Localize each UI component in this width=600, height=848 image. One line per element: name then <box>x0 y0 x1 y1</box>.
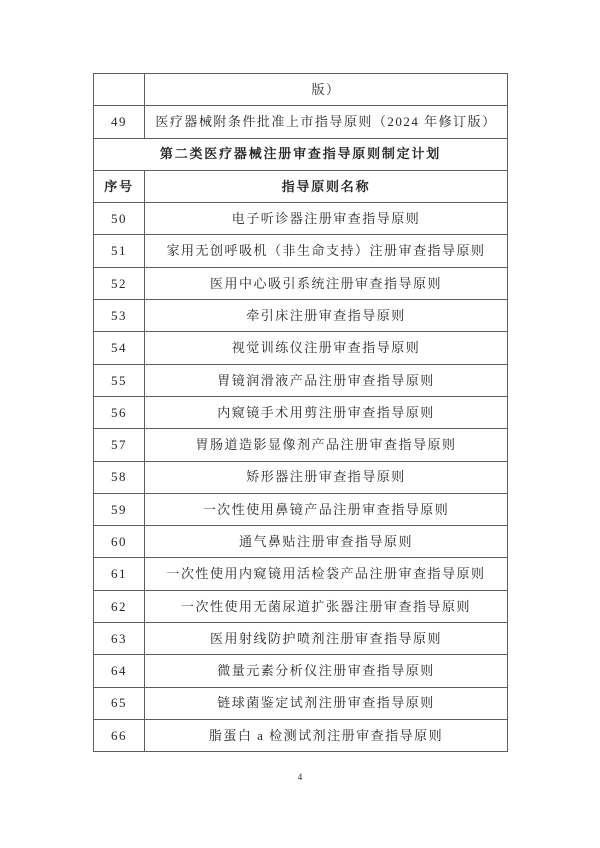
table-row-carryover <box>94 74 508 106</box>
table-row <box>94 590 508 622</box>
table-row <box>94 623 508 655</box>
row-index-cell: 63 <box>94 623 145 655</box>
table-row <box>94 364 508 396</box>
row-index-cell: 58 <box>94 461 145 493</box>
table-row <box>94 235 508 267</box>
table-row <box>94 493 508 525</box>
row-name-cell: 医用射线防护喷剂注册审查指导原则 <box>145 623 508 655</box>
table-row <box>94 558 508 590</box>
row-index-cell: 56 <box>94 396 145 428</box>
row-index-cell: 61 <box>94 558 145 590</box>
page-number: 4 <box>297 772 303 782</box>
row-name-cell: 通气鼻贴注册审查指导原则 <box>145 526 508 558</box>
row-index-cell: 50 <box>94 203 145 235</box>
row-index-cell: 66 <box>94 719 145 751</box>
table-column-header-row <box>94 170 508 202</box>
table-row <box>94 203 508 235</box>
row-name-cell: 视觉训练仪注册审查指导原则 <box>145 332 508 364</box>
row-name-cell: 电子听诊器注册审查指导原则 <box>145 203 508 235</box>
row-index-cell: 51 <box>94 235 145 267</box>
column-header-index: 序号 <box>94 170 145 202</box>
row-index-cell: 64 <box>94 655 145 687</box>
row-name-cell: 链球菌鉴定试剂注册审查指导原则 <box>145 687 508 719</box>
row-index-cell: 52 <box>94 267 145 299</box>
table-row <box>94 267 508 299</box>
table-row <box>94 655 508 687</box>
row-name-cell: 一次性使用内窥镜用活检袋产品注册审查指导原则 <box>145 558 508 590</box>
table-row <box>94 429 508 461</box>
row-index-cell: 65 <box>94 687 145 719</box>
row-name-cell: 家用无创呼吸机（非生命支持）注册审查指导原则 <box>145 235 508 267</box>
table-row <box>94 687 508 719</box>
row-index-cell: 62 <box>94 590 145 622</box>
row-index-cell: 53 <box>94 300 145 332</box>
row-name-cell: 版） <box>145 74 508 106</box>
row-name-cell: 牵引床注册审查指导原则 <box>145 300 508 332</box>
table-row <box>94 300 508 332</box>
table-row <box>94 461 508 493</box>
column-header-name: 指导原则名称 <box>145 170 508 202</box>
row-index-cell: 49 <box>94 106 145 138</box>
row-name-cell: 胃肠道造影显像剂产品注册审查指导原则 <box>145 429 508 461</box>
table-row <box>94 332 508 364</box>
row-index-cell: 54 <box>94 332 145 364</box>
row-name-cell: 内窥镜手术用剪注册审查指导原则 <box>145 396 508 428</box>
row-name-cell: 一次性使用鼻镜产品注册审查指导原则 <box>145 493 508 525</box>
row-name-cell: 医疗器械附条件批准上市指导原则（2024 年修订版） <box>145 106 508 138</box>
row-name-cell: 微量元素分析仪注册审查指导原则 <box>145 655 508 687</box>
row-index-cell <box>94 74 145 106</box>
row-name-cell: 矫形器注册审查指导原则 <box>145 461 508 493</box>
row-index-cell: 57 <box>94 429 145 461</box>
table-row <box>94 106 508 138</box>
row-name-cell: 胃镜润滑液产品注册审查指导原则 <box>145 364 508 396</box>
guidance-principles-table <box>93 73 508 752</box>
table-row <box>94 526 508 558</box>
row-name-cell: 脂蛋白 a 检测试剂注册审查指导原则 <box>145 719 508 751</box>
row-name-cell: 医用中心吸引系统注册审查指导原则 <box>145 267 508 299</box>
row-index-cell: 59 <box>94 493 145 525</box>
row-name-cell: 一次性使用无菌尿道扩张器注册审查指导原则 <box>145 590 508 622</box>
row-index-cell: 55 <box>94 364 145 396</box>
table-section-header-row <box>94 138 508 170</box>
table-row <box>94 396 508 428</box>
table-row <box>94 719 508 751</box>
row-index-cell: 60 <box>94 526 145 558</box>
section-title: 第二类医疗器械注册审查指导原则制定计划 <box>94 138 508 170</box>
